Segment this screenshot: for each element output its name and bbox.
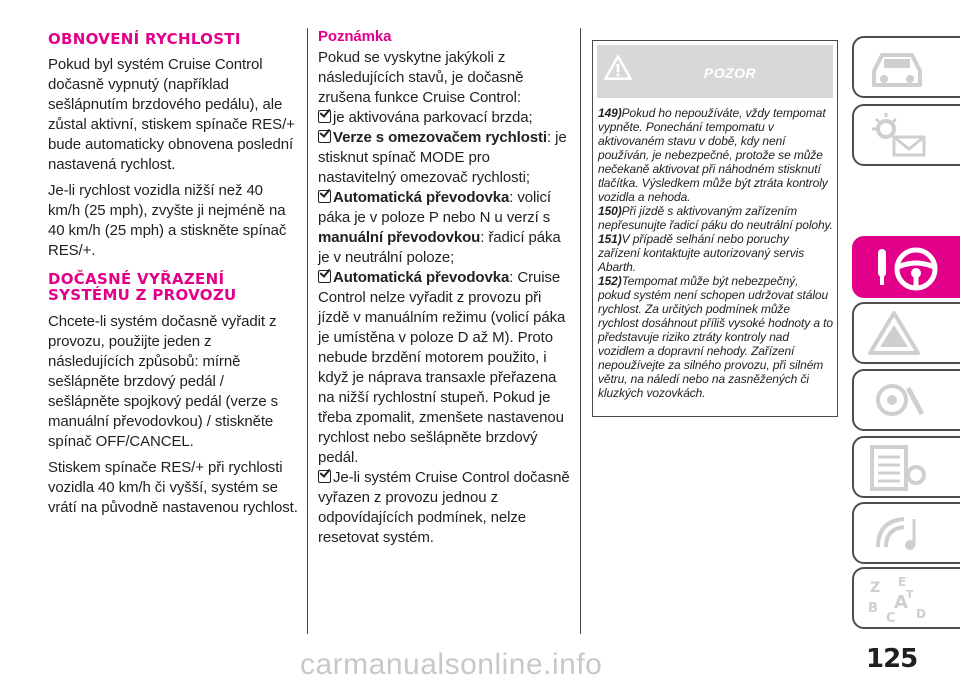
note-item-4-text: : Cruise Control nelze vyřadit z provozu při jízdě v manuálním režimu (volicí páka je umístěna v poloze D až M). Proto nebude brzdění motorem použito, i když je náprava transaxle přeřazena na nižší rychlostní stupeň. Pokud je třeba zpomalit, zmenšete nastavenou rychlost nebo sešlápněte brzdový pedál. — [318, 269, 566, 466]
warning-item — [598, 232, 833, 274]
watermark: carmanualsonline.info — [300, 648, 603, 681]
note-item-2 — [318, 128, 571, 188]
side-tab-warning-lights[interactable] — [852, 104, 960, 166]
warning-item-text: Tempomat může být nebezpečný, pokud systém není schopen udržovat stálou rychlost. Za určitých podmínek může rychlost dosáhnout příliš vysoké hodnoty a to představuje riziko ztráty kontroly nad vozidlem a dopravní nehody. Zařízení nepoužívejte za silného provozu, při silném větru, na náledí nebo na zasněžených či kluzkých vozovkách. — [598, 274, 833, 400]
index-icon — [864, 572, 934, 626]
note-item-2-bold: Verze s omezovačem rychlosti — [333, 129, 547, 146]
warning-lights-icon — [864, 109, 934, 163]
warning-item — [598, 106, 833, 204]
checkbox-bullet-icon — [318, 110, 331, 123]
svg-text:A: A — [894, 592, 908, 613]
side-tab-starting-driving[interactable] — [852, 236, 960, 298]
side-tab-multimedia[interactable] — [852, 502, 960, 564]
warning-item-number: 151) — [598, 232, 622, 246]
side-tab-car-dashboard[interactable] — [852, 36, 960, 98]
note-item-4-bold: Automatická převodovka — [333, 269, 510, 286]
maintenance-icon — [864, 374, 934, 428]
side-tab-maintenance[interactable] — [852, 369, 960, 431]
svg-text:E: E — [898, 575, 907, 589]
svg-text:D: D — [916, 607, 926, 621]
note-item-3-bold-2: manuální převodovkou — [318, 229, 481, 246]
side-tab-index[interactable] — [852, 567, 960, 629]
warning-item — [598, 274, 833, 400]
warning-item-number: 149) — [598, 106, 622, 120]
left-column — [48, 28, 298, 524]
note-item-1 — [318, 108, 571, 128]
section-heading-resume: OBNOVENÍ RYCHLOSTI — [48, 30, 241, 48]
warning-item-text: V případě selhání nebo poruchy zařízení kontaktujte autorizovaný servis Abarth. — [598, 232, 805, 274]
note-intro: Pokud se vyskytne jakýkoli z následujících stavů, je dočasně zrušena funkce Cruise Control: — [318, 49, 524, 106]
warning-box — [592, 40, 838, 417]
right-column — [592, 40, 838, 417]
checkbox-bullet-icon — [318, 130, 331, 143]
car-dashboard-icon — [864, 41, 934, 95]
checkbox-bullet-icon — [318, 470, 331, 483]
svg-text:Z: Z — [870, 580, 881, 596]
svg-text:B: B — [868, 601, 878, 616]
warning-item-number: 152) — [598, 274, 622, 288]
column-divider-1 — [307, 28, 308, 634]
note-item-5-text: Je-li systém Cruise Control dočasně vyřazen z provozu jednou z odpovídajících podmínek, nelze resetovat systém. — [318, 469, 570, 546]
svg-text:C: C — [886, 611, 896, 626]
column-divider-2 — [580, 28, 581, 634]
note-item-5 — [318, 468, 571, 548]
section-heading-disable: DOČASNÉ VYŘAZENÍ SYSTÉMU Z PROVOZU — [48, 270, 237, 304]
note-item-1-text: je aktivována parkovací brzda; — [333, 109, 533, 126]
page-number: 125 — [866, 644, 918, 674]
specifications-icon — [864, 441, 934, 495]
warning-item-text: Pokud ho nepoužíváte, vždy tempomat vypněte. Ponechání tempomatu v aktivovaném stavu v době, kdy není používán, je nebezpečné, protože se může nečekaně aktivovat při náhodném stisknutí tlačítka. Výsledkem může být ztráta kontroly vozidla a nehoda. — [598, 106, 828, 204]
emergency-triangle-icon — [864, 307, 934, 361]
note-item-3 — [318, 188, 571, 268]
paragraph-disable-1: Chcete-li systém dočasně vyřadit z provozu, použijte jeden z následujících způsobů: mírně sešlápněte brzdový pedál / sešlápněte spojkový pedál (verze s manuální převodovkou) / stiskněte spínač OFF/CANCEL. — [48, 313, 279, 450]
note-item-2-text: : je stisknut spínač MODE pro nastavitelný omezovač rychlosti; — [318, 129, 567, 186]
warning-text — [593, 98, 837, 400]
checkbox-bullet-icon — [318, 270, 331, 283]
svg-text:T: T — [906, 588, 914, 601]
warning-title: POZOR — [703, 65, 757, 81]
paragraph-resume-1: Pokud byl systém Cruise Control dočasně vypnutý (například sešlápnutím brzdového pedálu), ale zůstal aktivní, stiskem spínače RES/+ bude automaticky obnovena poslední nastavená rychlost. — [48, 56, 295, 173]
side-tab-emergency[interactable] — [852, 302, 960, 364]
key-steering-wheel-icon — [864, 241, 944, 295]
warning-item-number: 150) — [598, 204, 622, 218]
note-item-4 — [318, 268, 571, 468]
paragraph-resume-2: Je-li rychlost vozidla nižší než 40 km/h (25 mph), zvyšte ji nejméně na 40 km/h (25 mph) a stiskněte spínač RES/+. — [48, 182, 287, 259]
warning-item — [598, 204, 833, 232]
note-item-3-bold: Automatická převodovka — [333, 189, 510, 206]
paragraph-disable-2: Stiskem spínače RES/+ při rychlosti vozidla 40 km/h či vyšší, systém se vrátí na původně nastavenou rychlost. — [48, 459, 298, 516]
multimedia-icon — [864, 507, 934, 561]
checkbox-bullet-icon — [318, 190, 331, 203]
middle-column — [318, 28, 571, 548]
warning-header — [597, 45, 833, 98]
side-tab-specifications[interactable] — [852, 436, 960, 498]
note-item-3-text: : volicí páka je v poloze P nebo N u verzí s — [318, 189, 551, 226]
note-item-3-text-2: : řadicí páka je v neutrální poloze; — [318, 229, 561, 266]
warning-item-text: Při jízdě s aktivovaným zařízením nepřesunujte řadicí páku do neutrální polohy. — [598, 204, 833, 232]
note-title: Poznámka — [318, 28, 392, 45]
